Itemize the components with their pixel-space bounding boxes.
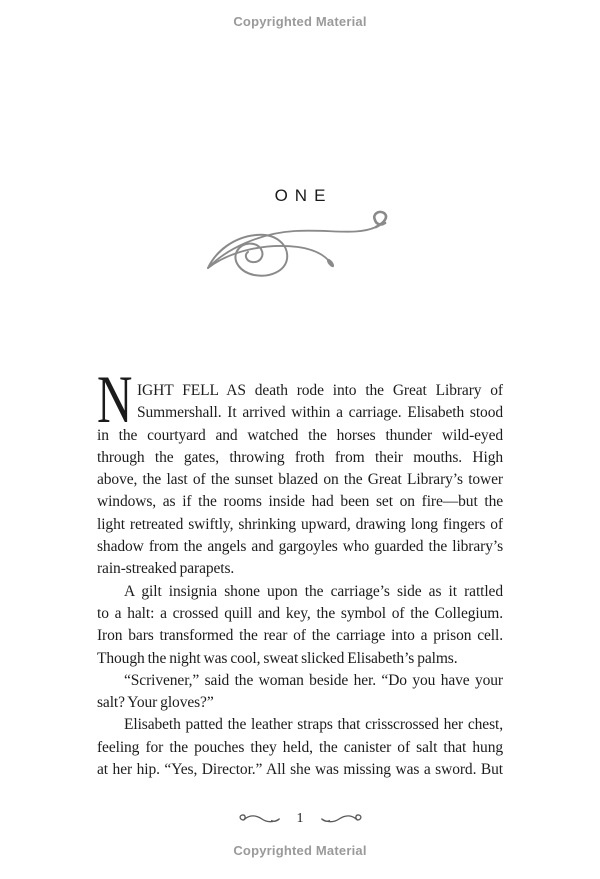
text-line: light retreated swiftly, shrinking upward, drawing long fingers of <box>97 515 503 533</box>
text-line: through the gates, throwing froth from their mouths. High <box>97 448 503 466</box>
text-line: windows, as if the rooms inside had been set on fire—but the <box>97 493 503 511</box>
text-line: Though the night was cool, sweat slicked Elisabeth’s palms. <box>97 649 458 667</box>
paragraph-2 <box>97 581 503 670</box>
body-text <box>97 361 503 781</box>
page-number: 1 <box>296 811 304 826</box>
drop-cap: N <box>97 361 133 437</box>
text-line: “Scrivener,” said the woman beside her. “Do you have your <box>124 671 503 689</box>
text-line: shadow from the angels and gargoyles who guarded the library’s <box>97 538 503 556</box>
text-line: Elisabeth patted the leather straps that crisscrossed her chest, <box>124 716 503 734</box>
text-line: above, the last of the sunset blazed on the Great Library’s tower <box>97 471 503 489</box>
paragraph-4 <box>97 714 503 781</box>
text-line: salt? Your gloves?” <box>97 694 214 712</box>
text-line: to a halt: a crossed quill and key, the symbol of the Collegium. <box>97 604 503 622</box>
copyright-notice-bottom: Copyrighted Material <box>233 843 367 858</box>
text-line: feeling for the pouches they held, the canister of salt that hung <box>97 738 503 756</box>
text-line: rain-streaked parapets. <box>97 560 235 578</box>
flourish-ornament-icon <box>190 205 400 283</box>
paragraph-1 <box>97 361 503 581</box>
page-footer <box>0 808 600 830</box>
text-line: Summershall. It arrived within a carriage. Elisabeth stood <box>137 404 503 422</box>
chapter-title: ONE <box>274 186 333 205</box>
footer-flourish-left-icon <box>237 811 283 827</box>
text-line: Iron bars transformed the rear of the carriage into a prison cell. <box>97 627 503 645</box>
copyright-notice-top: Copyrighted Material <box>233 14 367 29</box>
text-line: at her hip. “Yes, Director.” All she was missing was a sword. But <box>97 761 503 779</box>
text-line: IGHT FELL AS death rode into the Great Library of <box>137 382 503 399</box>
text-line: in the courtyard and watched the horses thunder wild-eyed <box>97 426 503 444</box>
footer-flourish-right-icon <box>318 811 364 827</box>
text-line: A gilt insignia shone upon the carriage’s side as it rattled <box>124 582 503 600</box>
paragraph-3 <box>97 670 503 715</box>
